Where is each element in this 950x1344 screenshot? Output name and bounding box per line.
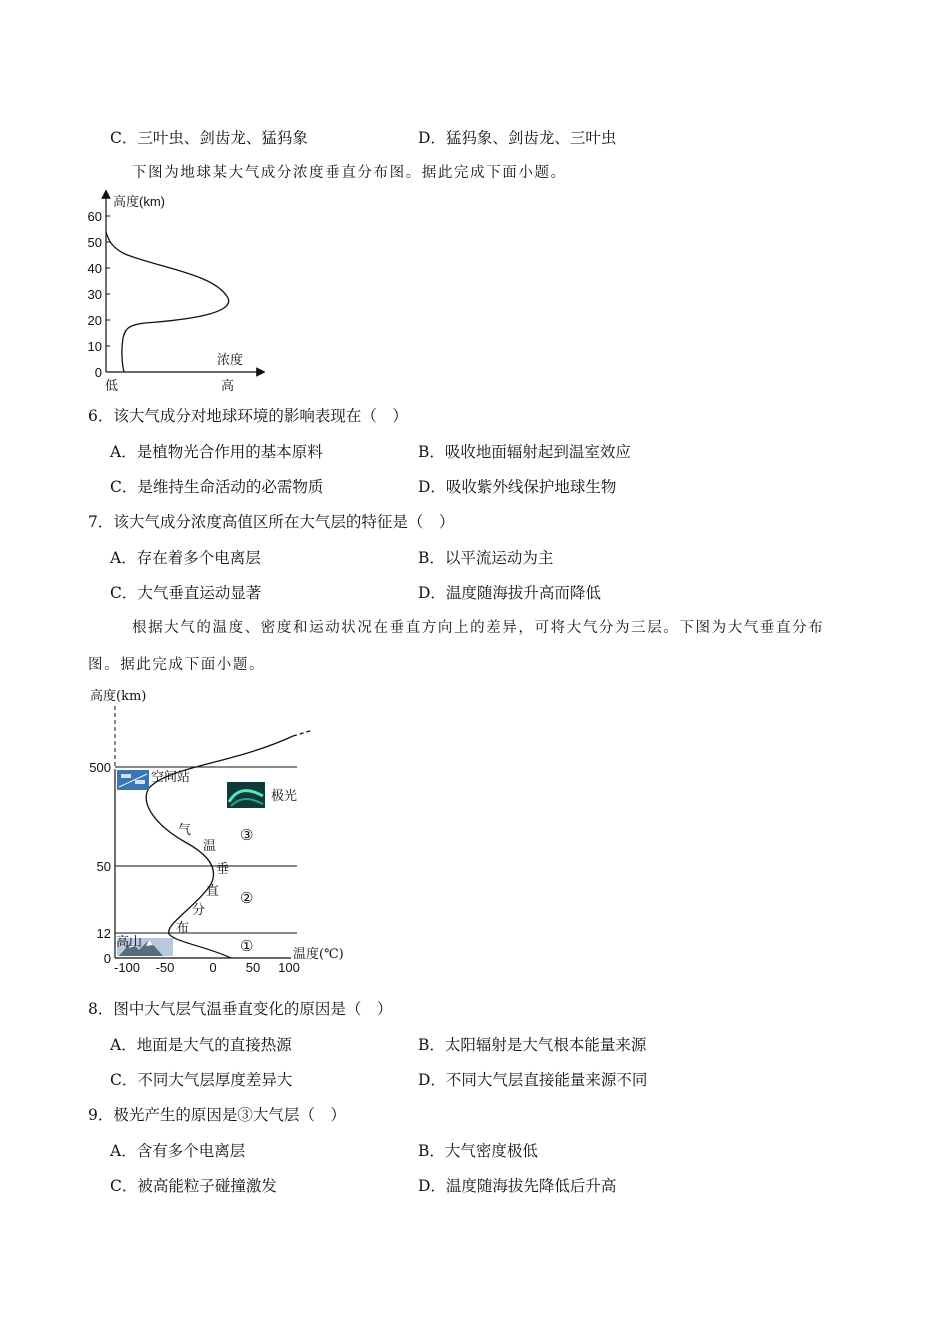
x-low-label: 低 xyxy=(105,379,119,394)
space-station-label: 空间站 xyxy=(151,770,191,785)
intro-paragraph-1: 下图为地球某大气成分浓度垂直分布图。据此完成下面小题。 xyxy=(132,165,567,181)
curve-label-char: 垂 xyxy=(216,862,230,877)
y-tick-label: 0 xyxy=(103,951,111,966)
q6-option-a: A．是植物光合作用的基本原料 xyxy=(110,443,323,461)
y-tick-label: 0 xyxy=(94,365,102,380)
layer-1-label: ① xyxy=(240,937,254,955)
x-axis-label: 浓度 xyxy=(217,353,244,368)
q8-option-b: B．太阳辐射是大气根本能量来源 xyxy=(418,1036,647,1054)
y-axis-label: 高度(km) xyxy=(90,689,147,704)
aurora-label: 极光 xyxy=(271,789,298,804)
x-tick-label: 50 xyxy=(245,960,261,975)
y-tick-label: 50 xyxy=(96,859,111,874)
space-station-icon xyxy=(117,770,149,790)
y-tick-label: 500 xyxy=(89,760,111,775)
curve-label-char: 分 xyxy=(192,903,206,918)
x-tick-label: 0 xyxy=(209,960,217,975)
intro-paragraph-2-line1: 根据大气的温度、密度和运动状况在垂直方向上的差异，可将大气分为三层。下图为大气垂直分布 xyxy=(132,620,825,636)
q9-stem: 9．极光产生的原因是③大气层（ ） xyxy=(88,1106,346,1124)
q6-stem: 6．该大气成分对地球环境的影响表现在（ ） xyxy=(88,407,408,425)
q9-option-c: C．被高能粒子碰撞激发 xyxy=(110,1177,277,1195)
curve-label-char: 气 xyxy=(178,823,192,838)
q7-stem: 7．该大气成分浓度高值区所在大气层的特征是（ ） xyxy=(88,513,455,531)
q9-option-a: A．含有多个电离层 xyxy=(110,1142,246,1160)
x-tick-label: 100 xyxy=(278,960,300,975)
ozone-profile-chart xyxy=(85,188,265,396)
intro-paragraph-2-line2: 图。据此完成下面小题。 xyxy=(88,657,266,673)
y-tick-label: 20 xyxy=(87,313,102,328)
x-high-label: 高 xyxy=(221,379,235,394)
q8-option-a: A．地面是大气的直接热源 xyxy=(110,1036,292,1054)
y-tick-label: 30 xyxy=(87,287,102,302)
x-axis-label: 温度(℃) xyxy=(293,947,344,962)
concentration-curve xyxy=(106,232,229,372)
q8-option-d: D．不同大气层直接能量来源不同 xyxy=(418,1071,648,1089)
q9-option-b: B．大气密度极低 xyxy=(418,1142,538,1160)
y-tick-label: 50 xyxy=(87,235,102,250)
q5-option-c: C．三叶虫、剑齿龙、猛犸象 xyxy=(110,129,308,147)
y-tick-label: 40 xyxy=(87,261,102,276)
layer-3-label: ③ xyxy=(240,826,254,844)
y-axis-label: 高度(km) xyxy=(113,194,165,209)
atmosphere-structure-chart xyxy=(85,684,355,980)
curve-label-char: 温 xyxy=(203,839,217,854)
q7-option-a: A．存在着多个电离层 xyxy=(110,549,261,567)
mountain-label: 高山 xyxy=(116,935,143,950)
q7-option-b: B．以平流运动为主 xyxy=(418,549,554,567)
q7-option-c: C．大气垂直运动显著 xyxy=(110,584,262,602)
y-tick-label: 60 xyxy=(87,209,102,224)
temperature-curve-extension xyxy=(293,730,313,736)
aurora-icon xyxy=(227,782,265,808)
x-tick-label: -50 xyxy=(155,960,175,975)
q5-option-d: D．猛犸象、剑齿龙、三叶虫 xyxy=(418,129,617,147)
x-tick-label: -100 xyxy=(113,960,141,975)
q9-option-d: D．温度随海拔先降低后升高 xyxy=(418,1177,617,1195)
curve-label-char: 布 xyxy=(176,921,190,936)
curve-label-char: 直 xyxy=(206,884,220,899)
q8-option-c: C．不同大气层厚度差异大 xyxy=(110,1071,293,1089)
layer-2-label: ② xyxy=(240,889,254,907)
q6-option-c: C．是维持生命活动的必需物质 xyxy=(110,478,324,496)
q6-option-b: B．吸收地面辐射起到温室效应 xyxy=(418,443,631,461)
y-tick-label: 12 xyxy=(96,926,111,941)
q6-option-d: D．吸收紫外线保护地球生物 xyxy=(418,478,617,496)
q8-stem: 8．图中大气层气温垂直变化的原因是（ ） xyxy=(88,1000,393,1018)
q7-option-d: D．温度随海拔升高而降低 xyxy=(418,584,601,602)
y-tick-label: 10 xyxy=(87,339,102,354)
